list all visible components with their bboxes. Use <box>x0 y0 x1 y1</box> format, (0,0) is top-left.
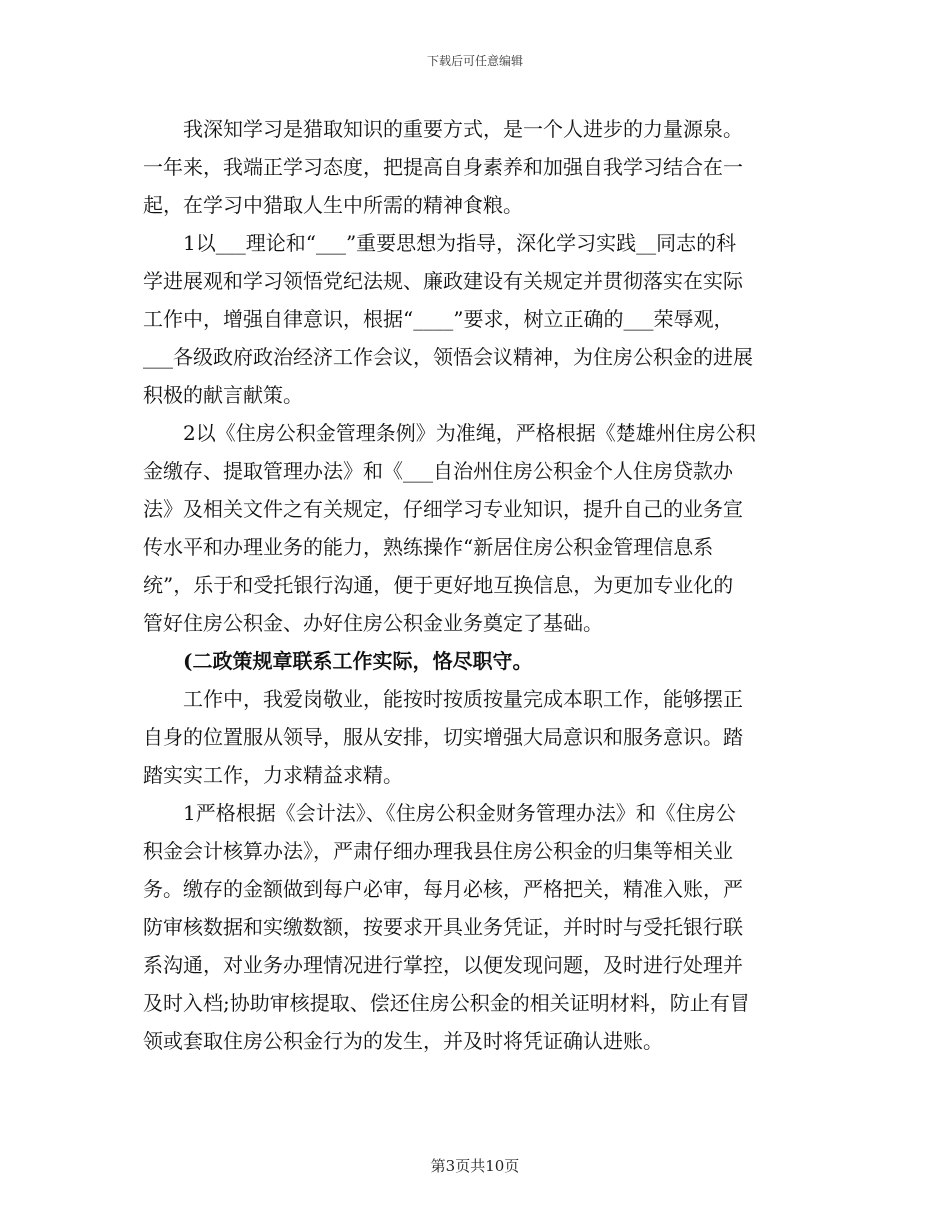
text-line: 工作中，我爱岗敬业，能按时按质按量完成本职工作，能够摆正 <box>183 687 743 711</box>
page-header: 下载后可任意编辑 <box>426 54 523 68</box>
text-line: 务。缴存的金额做到每户必审，每月必核，严格把关，精准入账，严 <box>143 877 743 901</box>
text-line: 积金会计核算办法》，严肃仔细办理我县住房公积金的归集等相关业 <box>143 839 733 863</box>
paragraph-regulations <box>143 414 813 642</box>
text-line: 1严格根据《会计法》、《住房公积金财务管理办法》和《住房公 <box>183 801 736 825</box>
text-line: 传水平和办理业务的能力，熟练操作“新居住房公积金管理信息系 <box>143 535 714 559</box>
text-line: 金缴存、提取管理办法》和《___自治州住房公积金个人住房贷款办 <box>143 459 733 483</box>
text-line: 法》及相关文件之有关规定，仔细学习专业知识，提升自己的业务宣 <box>143 497 743 521</box>
paragraph-theory-guidance <box>143 224 813 414</box>
text-line: 2以《住房公积金管理条例》为准绳，严格根据《楚雄州住房公积 <box>183 421 756 445</box>
text-line: 自身的位置服从领导，服从安排，切实增强大局意识和服务意识。踏 <box>143 725 743 749</box>
text-line: 1以___理论和“___”重要思想为指导，深化学习实践__同志的科 <box>183 231 737 255</box>
text-line: 系沟通，对业务办理情况进行掌控，以便发现问题，及时进行处理并 <box>143 953 743 977</box>
page-footer: 第3页共10页 <box>430 1157 520 1175</box>
paragraph-work-attitude <box>143 680 813 794</box>
text-line: 学进展观和学习领悟党纪法规、廉政建设有关规定并贯彻落实在实际 <box>143 269 743 293</box>
text-line: 统”，乐于和受托银行沟通，便于更好地互换信息，为更加专业化的 <box>143 573 734 597</box>
text-line: 管好住房公积金、办好住房公积金业务奠定了基础。 <box>143 611 603 635</box>
text-line: 工作中，增强自律意识，根据“____”要求，树立正确的___荣辱观， <box>143 307 734 331</box>
text-line: 踏实实工作，力求精益求精。 <box>143 763 403 787</box>
text-line: 一年来，我端正学习态度，把提高自身素养和加强自我学习结合在一 <box>143 155 743 179</box>
heading-line: (二政策规章联系工作实际，恪尽职守。 <box>183 649 533 673</box>
section-heading <box>143 642 813 680</box>
paragraph-accounting <box>143 794 813 1060</box>
text-line: 领或套取住房公积金行为的发生，并及时将凭证确认进账。 <box>143 1029 663 1053</box>
text-line: 及时入档;协助审核提取、偿还住房公积金的相关证明材料，防止有冒 <box>143 991 750 1015</box>
text-line: 起，在学习中猎取人生中所需的精神食粮。 <box>143 193 523 217</box>
text-line: 我深知学习是猎取知识的重要方式，是一个人进步的力量源泉。 <box>183 117 743 141</box>
paragraph-study-intro <box>143 110 813 224</box>
text-line: ___各级政府政治经济工作会议，领悟会议精神，为住房公积金的进展 <box>143 345 753 369</box>
text-line: 积极的献言献策。 <box>143 383 303 407</box>
document-body <box>143 110 813 1060</box>
text-line: 防审核数据和实缴数额，按要求开具业务凭证，并时时与受托银行联 <box>143 915 743 939</box>
